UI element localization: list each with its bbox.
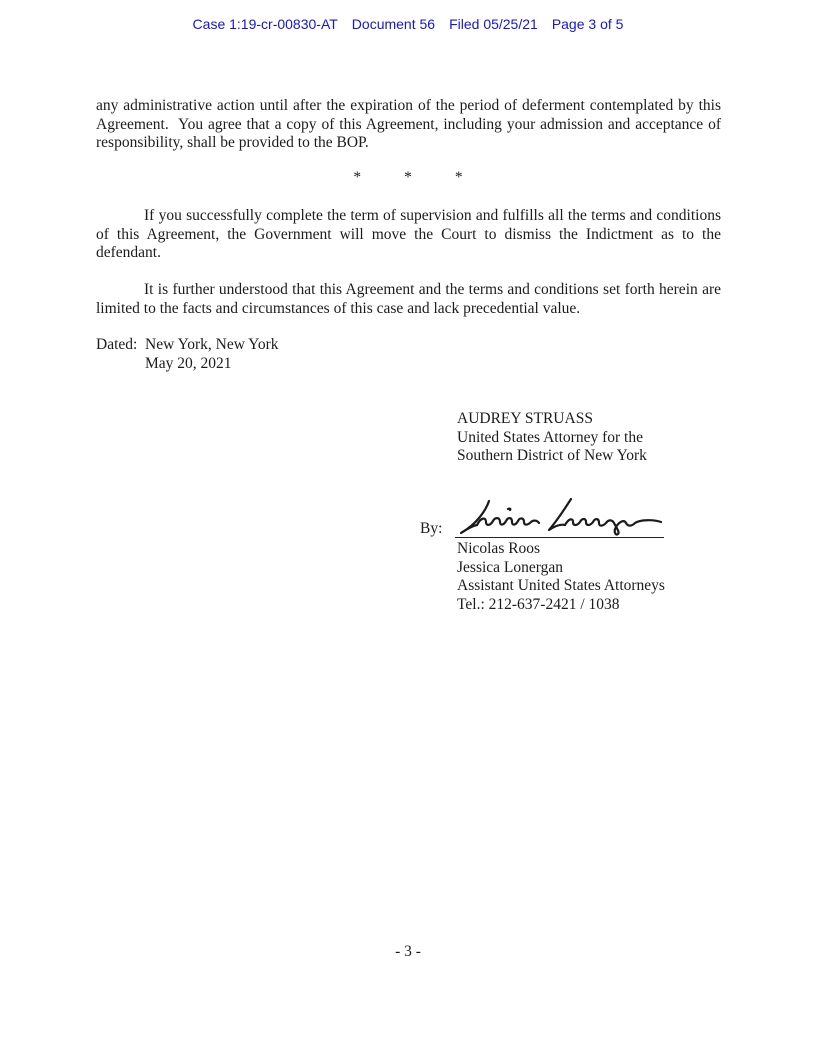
asterisk: * xyxy=(353,169,362,186)
filed-date: Filed 05/25/21 xyxy=(449,16,538,32)
us-attorney-name: AUDREY STRUASS xyxy=(457,410,593,427)
handwritten-signature-icon xyxy=(453,496,665,538)
us-attorney-title-line2: Southern District of New York xyxy=(457,447,647,465)
case-stamp-header xyxy=(0,16,816,32)
document-number: Document 56 xyxy=(351,16,436,32)
body-paragraph-3: It is further understood that this Agreement and the terms and conditions set forth herein are limited to the facts and circumstances of this case and lack precedential value. xyxy=(96,281,721,317)
dated-date: May 20, 2021 xyxy=(145,354,232,372)
dated-label: Dated: xyxy=(96,336,138,353)
dated-block xyxy=(96,336,279,374)
asterisk: * xyxy=(454,169,463,186)
asterisk-separator xyxy=(0,169,816,188)
signer-name-1: Nicolas Roos xyxy=(457,540,541,557)
by-label: By: xyxy=(420,520,443,537)
body-paragraph-2: If you successfully complete the term of supervision and fulfills all the terms and conditions of this Agreement, the Government will move the Court to dismiss the Indictment as to the defendant. xyxy=(96,207,721,262)
signature-line xyxy=(455,537,664,538)
us-attorney-title-line1: United States Attorney for the xyxy=(457,428,643,446)
case-number: Case 1:19-cr-00830-AT xyxy=(192,16,338,32)
signers-telephone: Tel.: 212-637-2421 / 1038 xyxy=(457,595,620,613)
body-paragraph-1: any administrative action until after the expiration of the period of deferment contemplated by this Agreement. You agree that a copy of this Agreement, including your admission and acceptance of responsibility, shall be provided to the BOP. xyxy=(96,97,721,152)
asterisk: * xyxy=(404,169,412,186)
page-count: Page 3 of 5 xyxy=(551,16,624,32)
dated-place: New York, New York xyxy=(145,336,279,353)
signers-title: Assistant United States Attorneys xyxy=(457,577,665,594)
signer-name-2: Jessica Lonergan xyxy=(457,558,564,576)
signers-block xyxy=(457,540,665,614)
us-attorney-block xyxy=(457,410,647,466)
page-number: - 3 - xyxy=(395,943,421,960)
